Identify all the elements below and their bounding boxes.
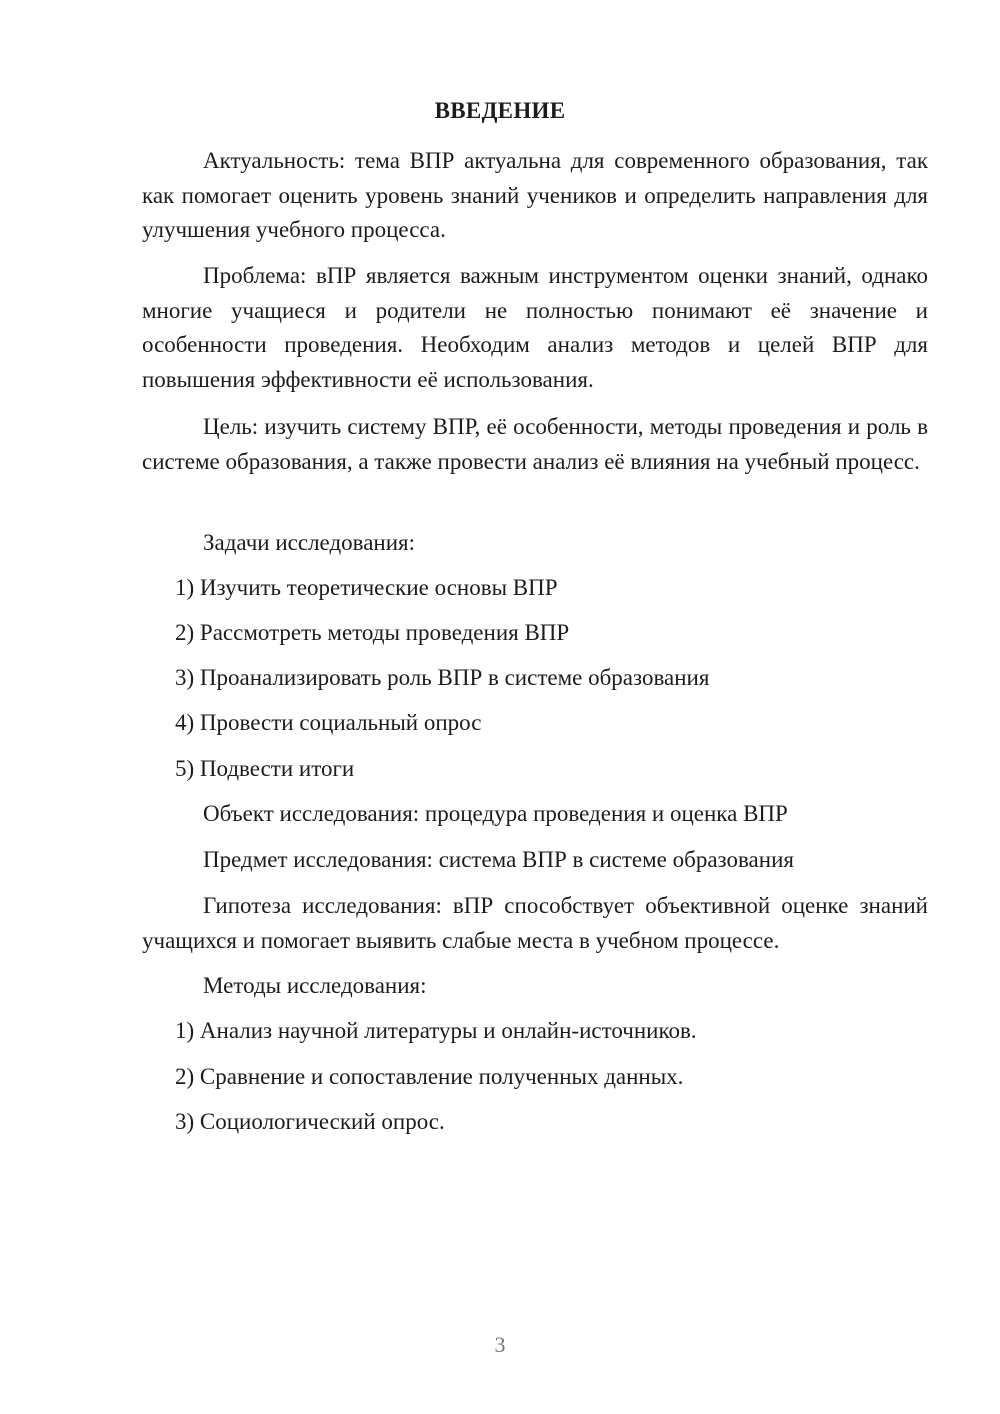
relevance-paragraph: Актуальность: тема ВПР актуальна для современного образования, так как помогает оценить уровень знаний учеников и определить направления для улучшения учебного процесса. bbox=[142, 148, 928, 243]
research-object: Объект исследования: процедура проведения и оценка ВПР bbox=[203, 801, 788, 826]
section-title: ВВЕДЕНИЕ bbox=[434, 98, 566, 123]
task-item: 1) Изучить теоретические основы ВПР bbox=[175, 575, 558, 600]
problem-paragraph: Проблема: вПР является важным инструментом оценки знаний, однако многие учащиеся и родители не полностью понимают её значение и особенности проведения. Необходим анализ методов и целей ВПР для повышения эффективности её использования. bbox=[142, 263, 928, 392]
goal-paragraph: Цель: изучить систему ВПР, её особенности, методы проведения и роль в системе образования, а также провести анализ её влияния на учебный процесс. bbox=[142, 414, 928, 474]
page-number: 3 bbox=[494, 1332, 506, 1357]
task-item: 5) Подвести итоги bbox=[175, 756, 355, 781]
method-item: 2) Сравнение и сопоставление полученных данных. bbox=[175, 1064, 684, 1089]
hypothesis-paragraph: Гипотеза исследования: вПР способствует объективной оценке знаний учащихся и помогает выявить слабые места в учебном процессе. bbox=[142, 893, 928, 953]
methods-heading: Методы исследования: bbox=[203, 973, 427, 998]
task-item: 4) Провести социальный опрос bbox=[175, 710, 482, 735]
task-item: 3) Проанализировать роль ВПР в системе образования bbox=[175, 665, 710, 690]
method-item: 3) Социологический опрос. bbox=[175, 1109, 445, 1134]
task-item: 2) Рассмотреть методы проведения ВПР bbox=[175, 620, 570, 645]
research-subject: Предмет исследования: система ВПР в системе образования bbox=[203, 847, 794, 872]
method-item: 1) Анализ научной литературы и онлайн-источников. bbox=[175, 1018, 697, 1043]
tasks-heading: Задачи исследования: bbox=[203, 530, 416, 555]
